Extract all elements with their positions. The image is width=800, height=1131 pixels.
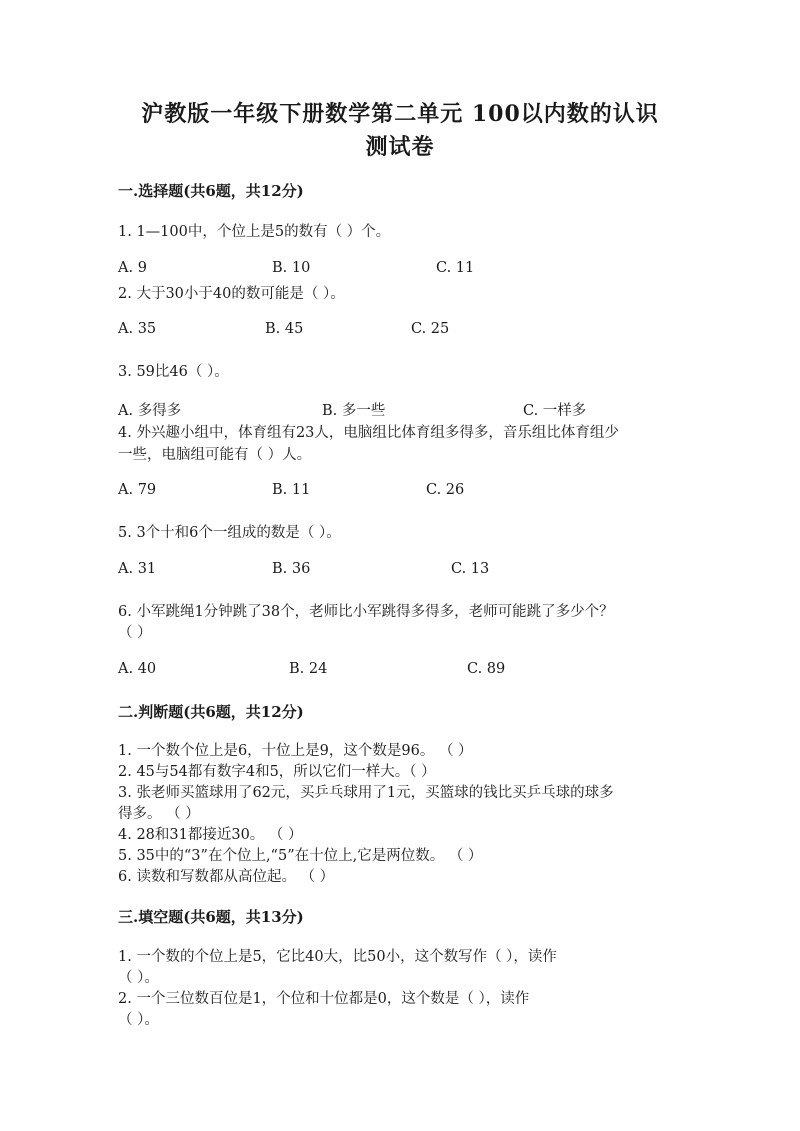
option-a: A. 9: [118, 260, 147, 276]
section-heading-fill: 三.填空题(共6题，共13分): [118, 908, 304, 926]
exam-title-line2: 测试卷: [365, 134, 435, 160]
judge-line: 5. 35中的“3”在个位上,“5”在十位上,它是两位数。 （ ）: [118, 848, 483, 864]
option-b: B. 11: [272, 482, 311, 498]
judge-line: 1. 一个数个位上是6，十位上是9，这个数是96。 （ ）: [118, 743, 473, 759]
option-c: C. 89: [467, 661, 506, 677]
option-c: C. 26: [426, 482, 465, 498]
section-heading-choice: 一.选择题(共6题，共12分): [118, 182, 304, 200]
question-stem: 3. 59比46（ ）。: [118, 364, 229, 380]
option-a: A. 多得多: [118, 403, 182, 419]
fill-line: （ ）。: [118, 970, 159, 986]
option-a: A. 79: [118, 482, 157, 498]
option-a: A. 35: [118, 321, 157, 337]
judge-line: 6. 读数和写数都从高位起。 （ ）: [118, 869, 335, 885]
option-c: C. 11: [436, 260, 475, 276]
question-stem: 6. 小军跳绳1分钟跳了38个，老师比小军跳得多得多，老师可能跳了多少个？: [118, 604, 614, 620]
section-heading-judge: 二.判断题(共6题，共12分): [118, 703, 304, 721]
question-stem: 1. 1—100中，个位上是5的数有（ ）个。: [118, 224, 391, 240]
option-b: B. 36: [272, 561, 311, 577]
question-stem: 2. 大于30小于40的数可能是（ ）。: [118, 286, 345, 302]
judge-line: 2. 45与54都有数字4和5，所以它们一样大。（ ）: [118, 764, 436, 780]
question-stem: 4. 外兴趣小组中，体育组有23人，电脑组比体育组多得多，音乐组比体育组少: [118, 425, 619, 441]
judge-line: 3. 张老师买篮球用了62元，买乒乓球用了1元，买篮球的钱比买乒乓球的球多: [118, 785, 614, 801]
question-stem-continued: （ ）: [118, 625, 152, 641]
option-b: B. 多一些: [322, 403, 386, 419]
judge-line: 得多。 （ ）: [118, 806, 200, 822]
question-stem-continued: 一些，电脑组可能有（ ）人。: [118, 447, 312, 463]
question-stem: 5. 3个十和6个一组成的数是（ ）。: [118, 525, 341, 541]
option-b: B. 45: [265, 321, 304, 337]
option-c: C. 13: [451, 561, 490, 577]
judge-line: 4. 28和31都接近30。 （ ）: [118, 827, 303, 843]
option-b: B. 10: [272, 260, 311, 276]
fill-line: 1. 一个数的个位上是5，它比40大，比50小，这个数写作（ ），读作: [118, 949, 557, 965]
fill-line: 2. 一个三位数百位是1，个位和十位都是0，这个数是（ ），读作: [118, 991, 530, 1007]
option-c: C. 一样多: [523, 403, 587, 419]
option-c: C. 25: [411, 321, 450, 337]
option-a: A. 40: [118, 661, 157, 677]
exam-title-line1: 沪教版一年级下册数学第二单元 100以内数的认识: [141, 101, 659, 127]
option-a: A. 31: [118, 561, 157, 577]
option-b: B. 24: [289, 661, 328, 677]
fill-line: （ ）。: [118, 1012, 159, 1028]
